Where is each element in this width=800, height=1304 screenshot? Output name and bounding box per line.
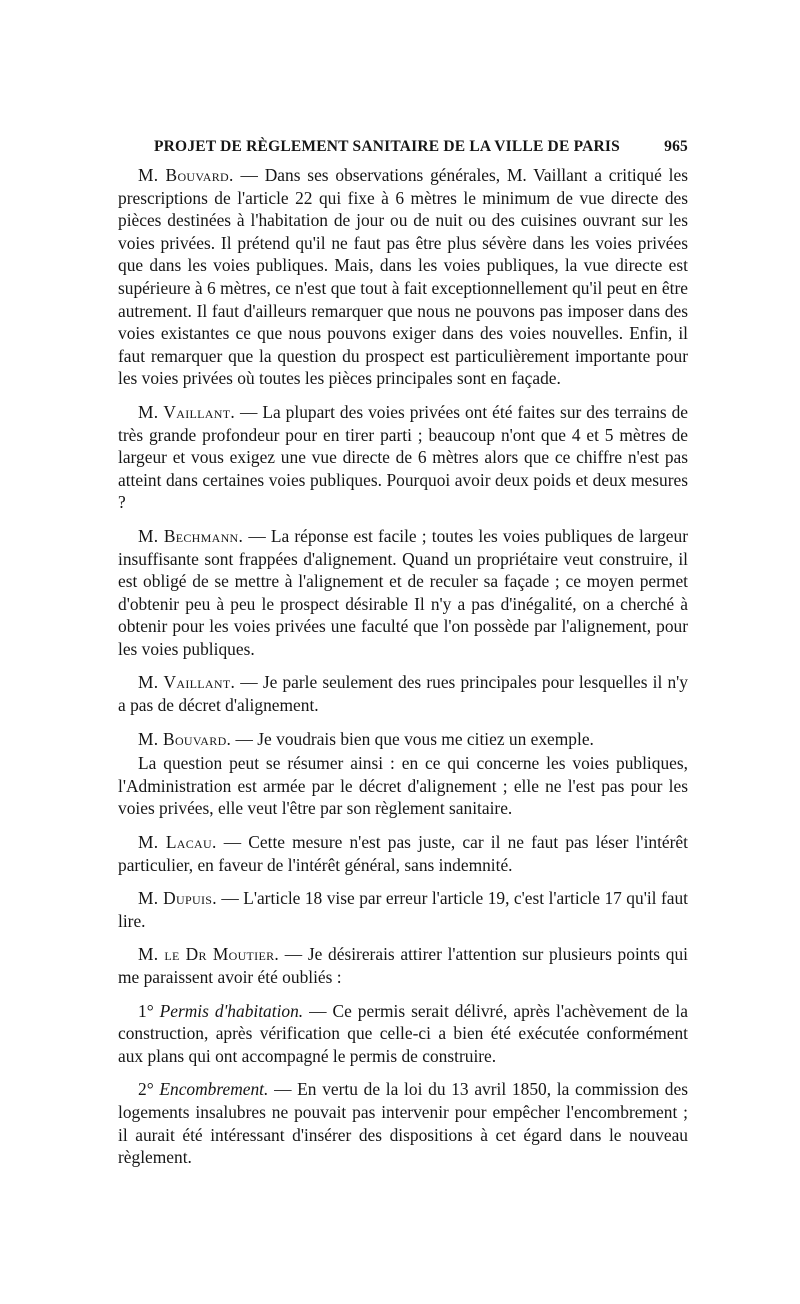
paragraph-encombrement [118,1078,688,1168]
paragraph-permis [118,1000,688,1068]
speaker-name: M. Vaillant. [138,401,235,422]
paragraph-lacau [118,831,688,876]
item-number: 2° [138,1079,154,1100]
paragraph-text: — L'article 18 vise par erreur l'article 19, c'est l'article 17 qu'il faut lire. [118,888,688,931]
running-title: PROJET DE RÈGLEMENT SANITAIRE DE LA VILLE DE PARIS [154,138,620,155]
paragraph-text: — Ce permis serait délivré, après l'achèvement de la construction, après vérification que celle-ci a bien été exécutée conformément aux plans qui ont accompagné le permis de construire. [118,1000,688,1066]
item-number: 1° [138,1000,154,1021]
paragraph-bouvard-1 [118,164,688,390]
speaker-name: M. Vaillant. [138,672,236,693]
paragraph-text: La question peut se résumer ainsi : en ce qui concerne les voies publiques, l'Administration est armée par le décret d'alignement ; elle ne l'est pas pour les voies privées, elle veut l'être par son règlement sanitaire. [118,753,688,819]
paragraph-text: — Je désirerais attirer l'attention sur plusieurs points qui me paraissent avoir été oubliés : [118,944,688,987]
item-heading: Permis d'habitation. [159,1000,304,1021]
speaker-name: M. Bouvard. [138,728,232,749]
speaker-name: M. Bouvard. [138,165,234,185]
speaker-name: M. le Dr Moutier. [138,944,280,965]
paragraph-text: — La réponse est facile ; toutes les voies publiques de largeur insuffisante sont frappées d'alignement. Quand un propriétaire veut construire, il est obligé de se mettre à l'alignement et de reculer sa façade ; ce moyen permet d'obtenir peu à peu le prospect désirable Il n'y a pas d'inégalité, on a cherché à obtenir pour les voies privées une faculté que l'on possède par l'alignement, pour les voies publiques. [118,525,688,659]
document-page [118,138,688,1180]
speaker-name: M. Lacau. [138,832,217,853]
item-heading: Encombrement. [159,1079,269,1100]
paragraph-text: — Cette mesure n'est pas juste, car il ne faut pas léser l'intérêt particulier, en faveur de l'intérêt général, sans indemnité. [118,832,688,875]
paragraph-dupuis [118,887,688,932]
speaker-name: M. Dupuis. [138,888,217,909]
paragraph-bechmann [118,525,688,661]
paragraph-bouvard-2 [118,728,688,751]
speaker-name: M. Bechmann. [138,525,244,546]
paragraph-text: — La plupart des voies privées ont été faites sur des terrains de très grande profondeur pour en tirer parti ; beaucoup n'ont que 4 et 5 mètres de largeur et vous exigez une vue directe de 6 mètres alors que ce chiffre n'est pas atteint dans certaines voies publiques. Pourquoi avoir deux poids et deux mesures ? [118,401,688,513]
paragraph-bouvard-3 [118,752,688,820]
paragraph-vaillant-2 [118,671,688,716]
page-header [118,138,688,156]
paragraph-text: — Je voudrais bien que vous me citiez un exemple. [231,728,594,749]
paragraph-moutier [118,943,688,988]
paragraph-vaillant-1 [118,401,688,514]
page-number: 965 [664,138,688,155]
paragraph-text: — Je parle seulement des rues principales pour lesquelles il n'y a pas de décret d'alignement. [118,672,688,716]
paragraph-text: — Dans ses observations générales, M. Vaillant a critiqué les prescriptions de l'article 22 qui fixe à 6 mètres le minimum de vue directe des pièces destinées à l'habitation de jour ou de nuit ou des cuisines ouvrant sur les voies privées. Il prétend qu'il ne faut pas être plus sévère dans les voies privées que dans les voies publiques. Mais, dans les voies publiques, la vue directe est supérieure à 6 mètres, ce n'est que tout à fait exceptionnellement qu'il peut en être autrement. Il faut d'ailleurs remarquer que nous ne pouvons pas imposer dans des voies existantes ce que nous pouvons exiger dans des voies nouvelles. Enfin, il faut remarquer que la question du prospect est particulièrement importante pour les voies privées où toutes les pièces principales sont en façade. [118,165,688,389]
paragraph-text: — En vertu de la loi du 13 avril 1850, la commission des logements insalubres ne pouvait pas intervenir pour empêcher l'encombrement ; il aurait été intéressant d'insérer des dispositions à cet égard dans le nouveau règlement. [118,1079,688,1168]
